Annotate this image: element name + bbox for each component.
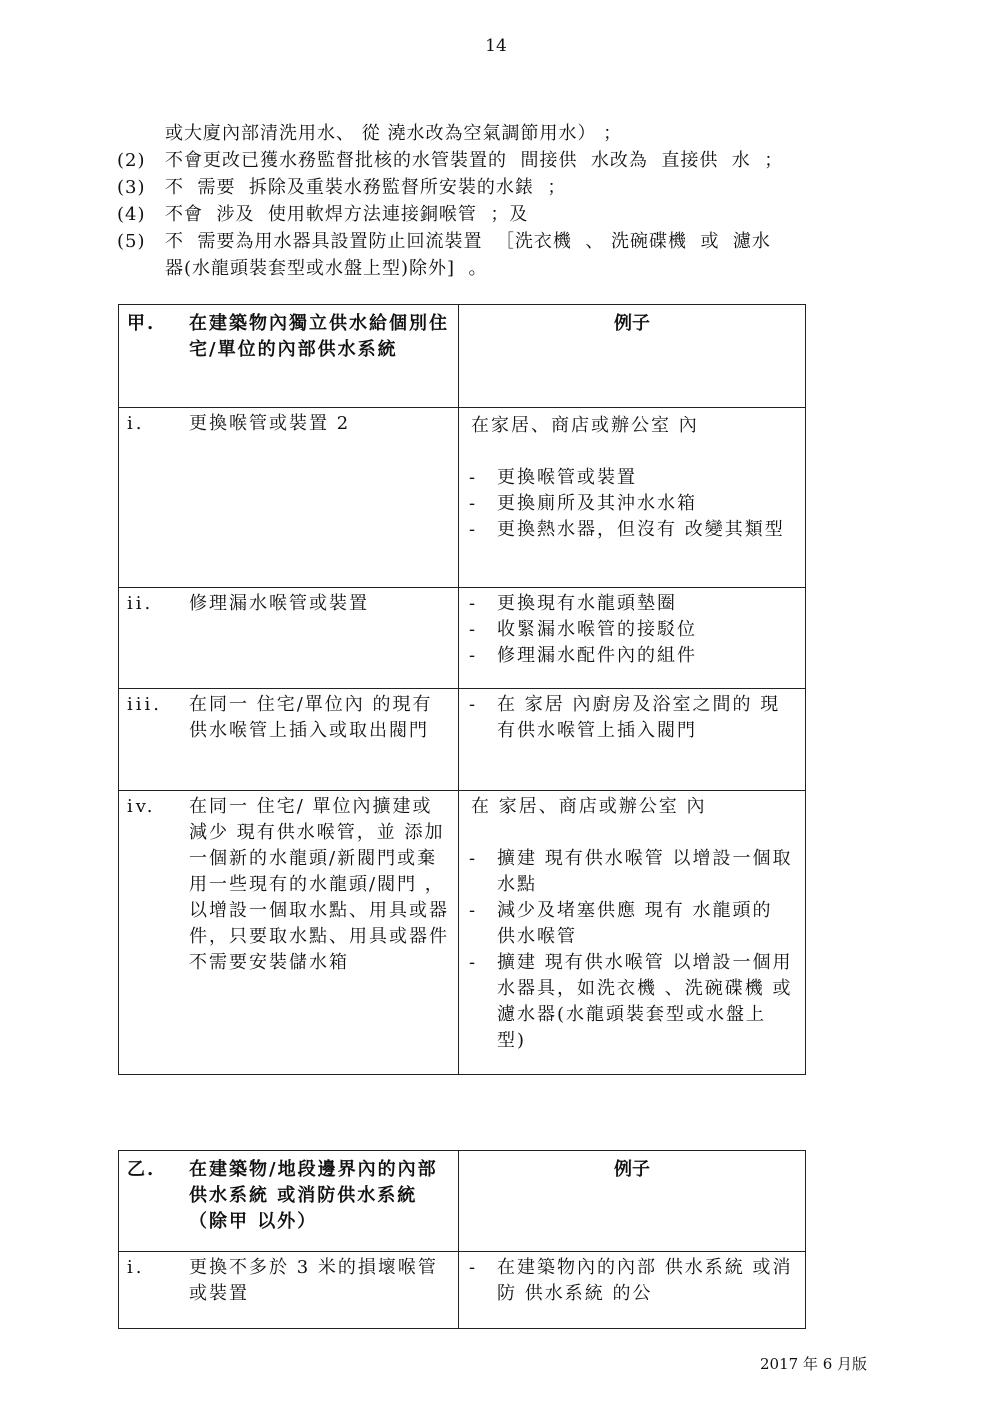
intro-continuation: 或大廈內部清洗用水、 從 澆水改為空氣調節用水） ； (165, 123, 623, 144)
row-text: 修理漏水喉管或裝置 (189, 593, 369, 614)
edition-footer: 2017 年 6 月版 (760, 1355, 868, 1373)
example-item: - 擴建 現有供水喉管 以增設一個取水點 (469, 848, 793, 895)
row-text: 在同一 住宅/ 單位內擴建或減少 現有供水喉管，並 添加一個新的水龍頭/新閥門或棄用一些現有的水龍頭/閥門 ，以增設一個取水點、用具或器件，只要取水點、用具或器件不需要安裝儲水箱 (189, 796, 449, 973)
table-row (119, 689, 806, 791)
example-item: - 更換熱水器，但沒有 改變其類型 (469, 519, 785, 540)
table-header-row (119, 305, 806, 408)
section-label: 乙. (127, 1159, 156, 1180)
example-item: - 修理漏水配件內的組件 (469, 645, 697, 666)
example-item: - 在 家居 內廚房及浴室之間的 現有供水喉管上插入閥門 (469, 694, 781, 741)
page-number: 14 (485, 36, 507, 56)
example-item: - 收緊漏水喉管的接駁位 (469, 619, 697, 640)
table-header-row (119, 1151, 806, 1252)
list-item (117, 228, 917, 255)
item-text: 不會更改已獲水務監督批核的水管裝置的 間接供 水改為 直接供 水 ； (165, 150, 784, 171)
row-number: iii. (127, 694, 162, 715)
example-item: - 更換喉管或裝置 (469, 467, 637, 488)
example-header: 例子 (614, 313, 650, 334)
table-row (119, 588, 806, 689)
section-title: 在建築物內獨立供水給個別住宅/單位的內部供水系統 (189, 313, 449, 360)
row-number: i. (127, 413, 145, 434)
example-item: - 更換現有水龍頭墊圈 (469, 593, 677, 614)
row-text: 更換不多於 3 米的損壞喉管或裝置 (189, 1257, 438, 1304)
row-number: ii. (127, 593, 154, 614)
table-row (119, 1252, 806, 1329)
example-lead: 在家居、商店或辦公室 內 (471, 415, 699, 436)
example-header: 例子 (614, 1159, 650, 1180)
table-row (119, 408, 806, 588)
table-row (119, 791, 806, 1075)
row-text: 在同一 住宅/單位內 的現有供水喉管上插入或取出閥門 (189, 694, 433, 741)
list-item (117, 201, 917, 228)
table-b (118, 1150, 806, 1329)
item-text: 不 需要 拆除及重裝水務監督所安裝的水錶 ； (165, 177, 567, 198)
example-lead: 在 家居、商店或辦公室 內 (471, 796, 707, 817)
list-item (117, 174, 917, 201)
item-number: (4) (117, 204, 146, 225)
list-item (117, 147, 917, 174)
item-text: 不會 涉及 使用軟焊方法連接銅喉管 ；及 (165, 204, 529, 225)
item-number: (3) (117, 177, 146, 198)
example-item: - 減少及堵塞供應 現有 水龍頭的 供水喉管 (469, 900, 773, 947)
item-continuation: 器(水龍頭裝套型或水盤上型)除外] 。 (165, 258, 488, 279)
example-item: - 擴建 現有供水喉管 以增設一個用水器具，如洗衣機 、洗碗碟機 或 濾水器(水龍頭裝套型或水盤上型) (469, 952, 793, 1051)
item-number: (5) (117, 231, 146, 252)
example-item: - 更換廁所及其沖水水箱 (469, 493, 697, 514)
row-number: iv. (127, 796, 156, 817)
item-text: 不 需要為用水器具設置防止回流裝置 ［洗衣機 、 洗碗碟機 或 濾水 (165, 231, 771, 252)
intro-list (117, 120, 917, 282)
table-a (118, 304, 806, 1075)
example-item: - 在建築物內的內部 供水系統 或消防 供水系統 的公 (469, 1257, 793, 1304)
section-title: 在建築物/地段邊界內的內部 供水系統 或消防供水系統 （除甲 以外） (189, 1159, 438, 1232)
item-number: (2) (117, 150, 146, 171)
row-number: i. (127, 1257, 145, 1278)
row-text: 更換喉管或裝置 2 (189, 413, 351, 434)
section-label: 甲. (127, 313, 156, 334)
